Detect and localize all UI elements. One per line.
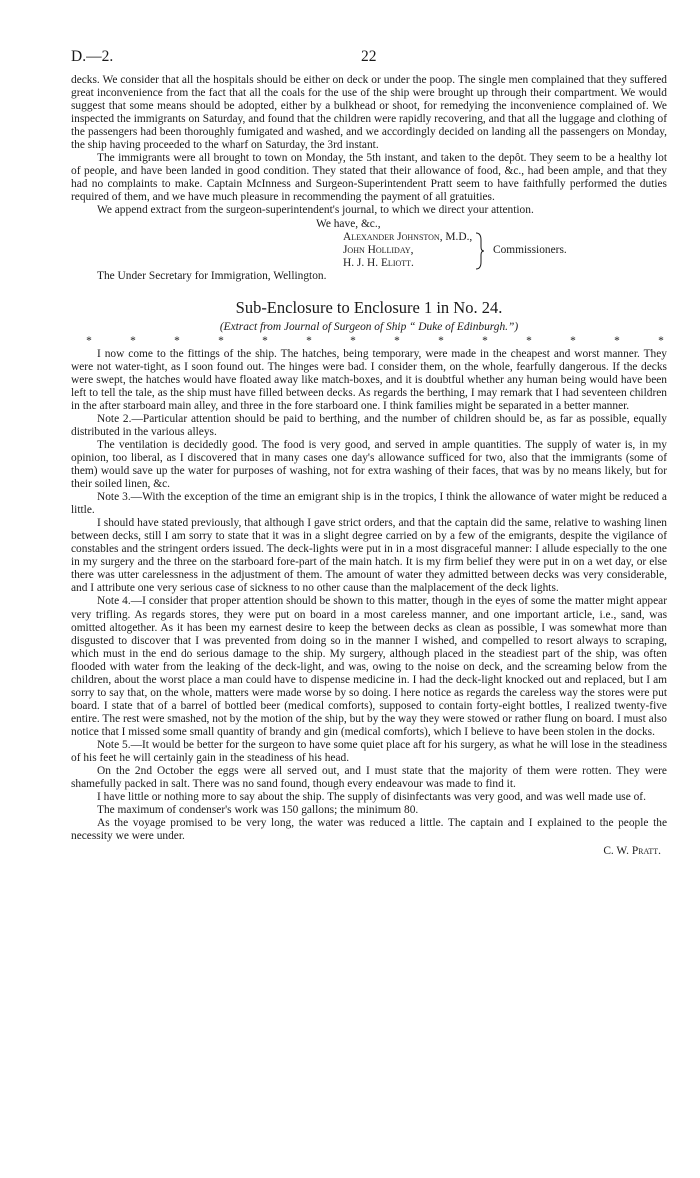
signature-block: [71, 218, 667, 284]
asterisk: *: [86, 334, 92, 347]
asterisk: *: [218, 334, 224, 347]
paragraph: The ventilation is decidedly good. The food is very good, and served in ample quantities. The supply of water is, in my opinion, too liberal, as I discovered that in many cases one day's allowance sufficed for two, also that the immigrants (some of them) would save up the water for purposes of washing, not for extra washing of their faces, that was by no means likely, but for their soiled linen, &c.: [71, 438, 667, 491]
document-page: [71, 48, 667, 858]
asterisk: *: [262, 334, 268, 347]
we-have-line: We have, &c.,: [316, 217, 381, 230]
asterisk: *: [614, 334, 620, 347]
note-paragraph: Note 4.—I consider that proper attention should be shown to this matter, though in the eyes of some the matter might appear very trifling. As regards stores, they were put on board in a most careless manner, and one important article, i.e., sand, was omitted altogether. As it has been my earnest desire to keep the between decks as clean as possible, I was somewhat more than disgusted to discover that I was prevented from doing so in the manner I wished, and compelled to resort always to scraping, which must in the end do serious damage to the ship. My surgery, although placed in the steadiest part of the ship, was often flooded with water from the leaking of the deck-light, and was, owing to the noise on deck, and the screaming below from the children, about the worst place a man could have to dispense medicine in. I had the deck-light knocked out and replaced, but I am sorry to say that, on the whole, matters were made worse by so doing. I here notice as regards the careless way the stores were put board. I state that of a barrel of bottled beer (medical comforts), supposed to contain forty-eight bottles, I realized twenty-five entire. The rest were smashed, not by the motion of the ship, but by the way they were stowed or rather flung on board. I must also notice that I missed some small quantity of brandy and gin (medical comforts), which I believe to have been stolen in the docks.: [71, 595, 667, 738]
note-paragraph: Note 2.—Particular attention should be paid to berthing, and the number of children should be, as far as possible, equally distributed in the various alleys.: [71, 412, 667, 438]
asterisk: *: [570, 334, 576, 347]
sub-enclosure-title: Sub-Enclosure to Enclosure 1 in No. 24.: [235, 297, 503, 317]
addressee: The Under Secretary for Immigration, Wellington.: [97, 269, 327, 282]
surgeon-signature: C. W. Pratt.: [603, 845, 661, 858]
signatory-names: [343, 231, 472, 270]
commissioners-label: Commissioners.: [493, 243, 567, 256]
asterisk: *: [526, 334, 532, 347]
asterisk: *: [482, 334, 488, 347]
paragraph: We append extract from the surgeon-superintendent's journal, to which we direct your attention.: [97, 204, 534, 217]
paragraph: The maximum of condenser's work was 150 gallons; the minimum 80.: [97, 804, 419, 817]
signatory-name: H. J. H. Eliott.: [343, 256, 414, 269]
extract-caption: (Extract from Journal of Surgeon of Ship “ Duke of Edinburgh.”): [219, 320, 519, 333]
paragraph: I now come to the fittings of the ship. The hatches, being temporary, were made in the cheapest and worst manner. They were not water-tight, as I soon found out. The hinges were bad. I consider them, on the whole, fearfully dangerous. If the decks were swept, the hatches would have floated away like match-boxes, and it is doubtful whether any human being would have been left to tell the tale, as the ship must have filled between decks. As regards the berthing, I may remark that I had seventeen children in the after starboard main alley, and three in the fore starboard one. I think families might be separated in a better manner.: [71, 347, 667, 412]
asterisk: *: [174, 334, 180, 347]
paragraph: The immigrants were all brought to town on Monday, the 5th instant, and taken to the depôt. They seem to be a healthy lot of people, and have been landed in good condition. They stated that their allowance of food, &c., had been ample, and that they had no complaints to make. Captain McInness and Surgeon-Superintendent Pratt seem to have faithfully performed the duties required of them, and we have much pleasure in recommending the payment of all gratuities.: [71, 152, 667, 204]
asterisk: *: [438, 334, 444, 347]
right-brace-icon: [475, 232, 485, 270]
signatory-name: John Holliday,: [343, 243, 414, 256]
document-body: [71, 74, 667, 858]
paragraph: As the voyage promised to be very long, the water was reduced a little. The captain and I explained to the people the necessity we were under.: [71, 817, 667, 843]
asterisk: *: [306, 334, 312, 347]
asterisk-separator: [71, 335, 667, 348]
paragraph: On the 2nd October the eggs were all served out, and I must state that the majority of them were rotten. They were shamefully packed in salt. There was no sand found, though every endeavour was made to find it.: [71, 765, 667, 791]
document-reference: D.—2.: [71, 48, 114, 65]
paragraph: decks. We consider that all the hospitals should be either on deck or under the poop. The single men complained that they suffered great inconvenience from the fact that all the coals for the use of the ship were brought up through their compartment. We would suggest that some means should be adopted, either by a bulkhead or shoot, for remedying the inconvenience complained of. We inspected the immigrants on Saturday, and found that the children were rapidly recovering, and that all the luggage and clothing of the passengers had been thoroughly fumigated and washed, and we accordingly decided on landing all the passengers on Monday, the ship having proceeded to the wharf on Saturday, the 3rd instant.: [71, 74, 667, 152]
asterisk: *: [658, 334, 664, 347]
paragraph: I have little or nothing more to say about the ship. The supply of disinfectants was very good, and was well made use of.: [97, 791, 646, 804]
page-number: 22: [361, 48, 377, 65]
paragraph: I should have stated previously, that although I gave strict orders, and that the captain did the same, relative to washing linen between decks, still I am sorry to state that it was in a slight degree carried on by a few of the emigrants, despite the vigilance of constables and the stringent orders issued. The deck-lights were put in in a most disgraceful manner: I allude especially to the one in my surgery and the three on the starboard fore-part of the main hatch. It is my firm belief they were put in on a wet day, or else there was utter carelessness in the adjustment of them. The amount of water they admitted between decks was very considerable, and I attribute one very serious case of sickness to no other cause than the malplacement of the deck lights.: [71, 517, 667, 595]
signatory-name: Alexander Johnston, M.D.,: [343, 230, 473, 243]
asterisk: *: [350, 334, 356, 347]
note-paragraph: Note 5.—It would be better for the surgeon to have some quiet place aft for his surgery, as what he will lose in the steadiness of his feet he will certainly gain in the steadiness of his head.: [71, 738, 667, 765]
asterisk: *: [130, 334, 136, 347]
page-header: [71, 48, 667, 74]
asterisk: *: [394, 334, 400, 347]
note-paragraph: Note 3.—With the exception of the time an emigrant ship is in the tropics, I think the allowance of water might be reduced a little.: [71, 491, 667, 517]
